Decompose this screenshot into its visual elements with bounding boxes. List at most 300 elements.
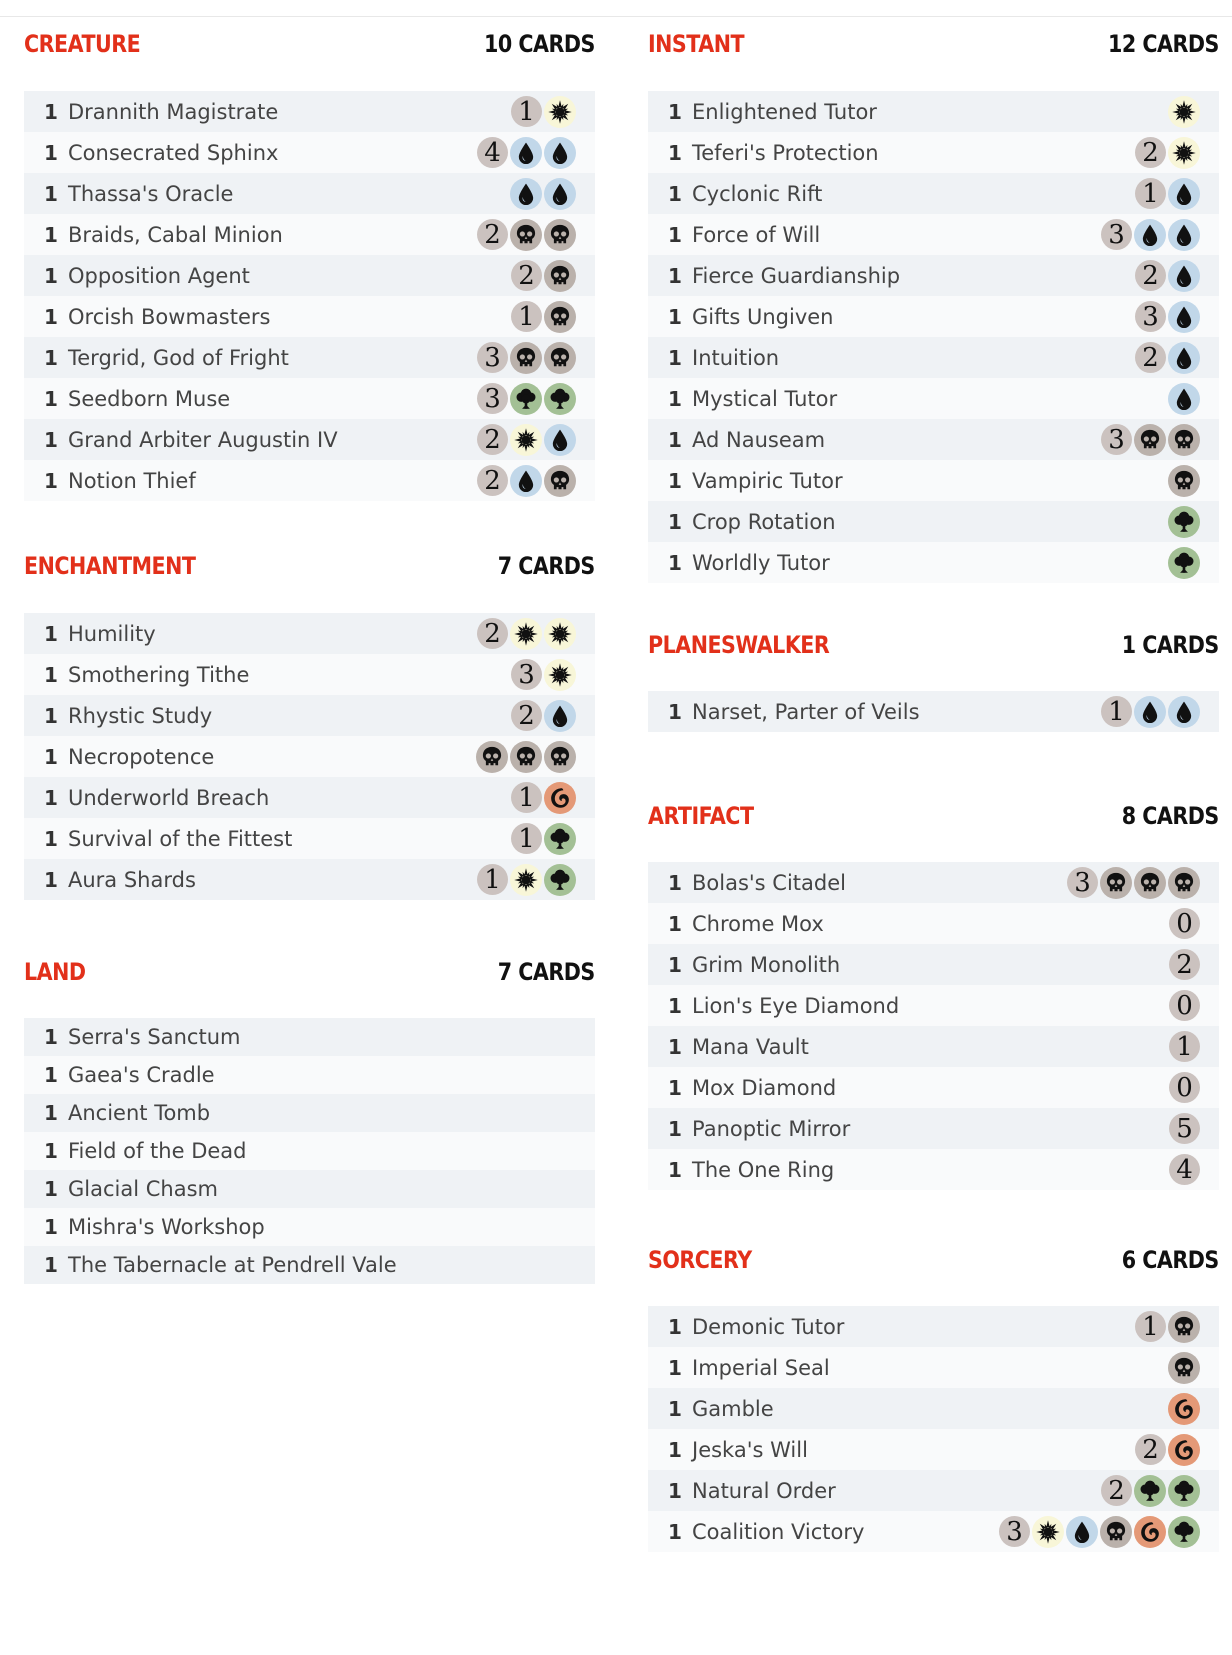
card-row[interactable] bbox=[24, 214, 595, 255]
mana-cost bbox=[1135, 1429, 1200, 1470]
card-row[interactable] bbox=[648, 1108, 1219, 1149]
card-name-link[interactable]: Bolas's Citadel bbox=[692, 870, 846, 895]
card-quantity: 1 bbox=[668, 1519, 682, 1544]
skull-icon bbox=[544, 219, 576, 251]
generic-mana-value: 1 bbox=[518, 96, 535, 127]
card-row[interactable] bbox=[24, 613, 595, 654]
generic-mana-symbol bbox=[1135, 1311, 1166, 1342]
card-name-link[interactable]: Imperial Seal bbox=[692, 1355, 830, 1380]
card-row[interactable] bbox=[24, 1094, 595, 1132]
generic-mana-value: 2 bbox=[1176, 949, 1193, 980]
card-name-link[interactable]: Force of Will bbox=[692, 222, 821, 247]
card-name-link[interactable]: Tergrid, God of Fright bbox=[68, 345, 289, 370]
card-name-link[interactable]: Braids, Cabal Minion bbox=[68, 222, 283, 247]
water-drop-icon bbox=[510, 465, 542, 497]
card-quantity: 1 bbox=[44, 785, 58, 810]
generic-mana-value: 0 bbox=[1176, 908, 1193, 939]
card-row[interactable] bbox=[24, 419, 595, 460]
skull-icon bbox=[544, 342, 576, 374]
generic-mana-value: 2 bbox=[484, 424, 501, 455]
card-name-link[interactable]: Mana Vault bbox=[692, 1034, 809, 1059]
card-quantity: 1 bbox=[44, 703, 58, 728]
mana-cost bbox=[477, 419, 576, 460]
mana-cost bbox=[1168, 501, 1200, 542]
card-name-link[interactable]: Cyclonic Rift bbox=[692, 181, 823, 206]
card-quantity: 1 bbox=[44, 140, 58, 165]
card-row[interactable] bbox=[24, 859, 595, 900]
card-row[interactable] bbox=[648, 1026, 1219, 1067]
card-quantity: 1 bbox=[668, 468, 682, 493]
card-quantity: 1 bbox=[44, 386, 58, 411]
card-row[interactable] bbox=[648, 132, 1219, 173]
generic-mana-value: 2 bbox=[484, 219, 501, 250]
card-name-link[interactable]: Survival of the Fittest bbox=[68, 826, 293, 851]
card-row[interactable] bbox=[24, 255, 595, 296]
card-row[interactable] bbox=[24, 1170, 595, 1208]
card-row[interactable] bbox=[24, 1056, 595, 1094]
card-row[interactable] bbox=[648, 1347, 1219, 1388]
generic-mana-value: 2 bbox=[1108, 1475, 1125, 1506]
card-quantity: 1 bbox=[44, 1025, 58, 1049]
card-row[interactable] bbox=[648, 255, 1219, 296]
card-name-link[interactable]: Natural Order bbox=[692, 1478, 836, 1503]
section-header bbox=[24, 522, 595, 582]
mana-cost bbox=[511, 296, 576, 337]
generic-mana-value: 3 bbox=[1006, 1516, 1023, 1547]
card-row[interactable] bbox=[648, 91, 1219, 132]
mana-cost bbox=[1168, 1347, 1200, 1388]
section-card-count: 6 CARDS bbox=[1122, 1246, 1219, 1274]
generic-mana-symbol bbox=[1101, 1475, 1132, 1506]
water-drop-icon bbox=[1066, 1516, 1098, 1548]
card-row[interactable] bbox=[24, 818, 595, 859]
water-drop-icon bbox=[1168, 219, 1200, 251]
generic-mana-symbol bbox=[1135, 178, 1166, 209]
card-quantity: 1 bbox=[668, 1075, 682, 1100]
generic-mana-symbol bbox=[511, 823, 542, 854]
water-drop-icon bbox=[1168, 301, 1200, 333]
mana-cost bbox=[1135, 132, 1200, 173]
skull-icon bbox=[1168, 1311, 1200, 1343]
card-row[interactable] bbox=[24, 1018, 595, 1056]
card-name-link[interactable]: The One Ring bbox=[692, 1157, 835, 1182]
card-name-link[interactable]: Rhystic Study bbox=[68, 703, 213, 728]
card-quantity: 1 bbox=[668, 345, 682, 370]
card-quantity: 1 bbox=[44, 468, 58, 493]
card-row[interactable] bbox=[648, 1149, 1219, 1190]
sun-icon bbox=[544, 96, 576, 128]
card-row[interactable] bbox=[24, 91, 595, 132]
card-name-link[interactable]: Narset, Parter of Veils bbox=[692, 699, 920, 724]
card-name-link[interactable]: Orcish Bowmasters bbox=[68, 304, 271, 329]
card-quantity: 1 bbox=[668, 304, 682, 329]
generic-mana-value: 3 bbox=[484, 342, 501, 373]
card-name-link[interactable]: Mishra's Workshop bbox=[68, 1215, 265, 1239]
card-name-link[interactable]: Lion's Eye Diamond bbox=[692, 993, 900, 1018]
mana-cost bbox=[511, 91, 576, 132]
generic-mana-symbol bbox=[1135, 137, 1166, 168]
generic-mana-value: 3 bbox=[1108, 424, 1125, 455]
card-name-link[interactable]: Consecrated Sphinx bbox=[68, 140, 279, 165]
water-drop-icon bbox=[1134, 219, 1166, 251]
mana-cost bbox=[476, 736, 576, 777]
card-quantity: 1 bbox=[668, 952, 682, 977]
generic-mana-symbol bbox=[477, 342, 508, 373]
generic-mana-value: 0 bbox=[1176, 1072, 1193, 1103]
skull-icon bbox=[510, 741, 542, 773]
water-drop-icon bbox=[544, 137, 576, 169]
section-title: PLANESWALKER bbox=[648, 631, 830, 659]
section-card-count: 7 CARDS bbox=[498, 552, 595, 580]
generic-mana-symbol bbox=[999, 1516, 1030, 1547]
generic-mana-symbol bbox=[1101, 219, 1132, 250]
card-quantity: 1 bbox=[668, 870, 682, 895]
card-quantity: 1 bbox=[44, 263, 58, 288]
fireball-icon bbox=[544, 782, 576, 814]
card-quantity: 1 bbox=[44, 181, 58, 206]
generic-mana-value: 4 bbox=[484, 137, 501, 168]
card-name-link[interactable]: Worldly Tutor bbox=[692, 550, 830, 575]
sun-icon bbox=[510, 864, 542, 896]
generic-mana-symbol bbox=[511, 96, 542, 127]
card-row[interactable] bbox=[648, 337, 1219, 378]
card-quantity: 1 bbox=[668, 1157, 682, 1182]
card-name-link[interactable]: Underworld Breach bbox=[68, 785, 270, 810]
card-quantity: 1 bbox=[44, 1253, 58, 1277]
card-name-link[interactable]: Mystical Tutor bbox=[692, 386, 838, 411]
card-quantity: 1 bbox=[668, 509, 682, 534]
card-row[interactable] bbox=[24, 173, 595, 214]
card-row[interactable] bbox=[648, 985, 1219, 1026]
card-name-link[interactable]: Grim Monolith bbox=[692, 952, 841, 977]
generic-mana-symbol bbox=[477, 383, 508, 414]
water-drop-icon bbox=[1168, 696, 1200, 728]
generic-mana-value: 2 bbox=[518, 700, 535, 731]
generic-mana-value: 5 bbox=[1176, 1113, 1193, 1144]
fireball-icon bbox=[1168, 1393, 1200, 1425]
card-name-link[interactable]: Notion Thief bbox=[68, 468, 196, 493]
card-quantity: 1 bbox=[44, 662, 58, 687]
card-name-link[interactable]: Field of the Dead bbox=[68, 1139, 247, 1163]
card-name-link[interactable]: Coalition Victory bbox=[692, 1519, 865, 1544]
mana-cost bbox=[477, 132, 576, 173]
water-drop-icon bbox=[510, 178, 542, 210]
card-row[interactable] bbox=[648, 1306, 1219, 1347]
generic-mana-symbol bbox=[1169, 949, 1200, 980]
card-quantity: 1 bbox=[668, 550, 682, 575]
card-name-link[interactable]: Humility bbox=[68, 621, 156, 646]
skull-icon bbox=[510, 219, 542, 251]
card-name-link[interactable]: Aura Shards bbox=[68, 867, 196, 892]
mana-cost bbox=[511, 255, 576, 296]
generic-mana-value: 0 bbox=[1176, 990, 1193, 1021]
card-quantity: 1 bbox=[44, 1101, 58, 1125]
mana-cost bbox=[1101, 419, 1200, 460]
mana-cost bbox=[1101, 214, 1200, 255]
generic-mana-value: 1 bbox=[518, 782, 535, 813]
card-row[interactable] bbox=[648, 460, 1219, 501]
mana-cost bbox=[999, 1511, 1200, 1552]
generic-mana-value: 2 bbox=[1142, 137, 1159, 168]
section-card-count: 1 CARDS bbox=[1122, 631, 1219, 659]
skull-icon bbox=[544, 301, 576, 333]
card-row[interactable] bbox=[24, 1246, 595, 1284]
card-name-link[interactable]: Serra's Sanctum bbox=[68, 1025, 241, 1049]
skull-icon bbox=[1168, 465, 1200, 497]
section-card-count: 10 CARDS bbox=[484, 30, 595, 58]
tree-icon bbox=[1168, 1516, 1200, 1548]
generic-mana-value: 2 bbox=[484, 465, 501, 496]
tree-icon bbox=[544, 383, 576, 415]
mana-cost bbox=[1135, 255, 1200, 296]
generic-mana-value: 2 bbox=[484, 618, 501, 649]
card-quantity: 1 bbox=[668, 911, 682, 936]
card-name-link[interactable]: Ancient Tomb bbox=[68, 1101, 211, 1125]
mana-cost bbox=[477, 859, 576, 900]
mana-cost bbox=[1135, 337, 1200, 378]
card-quantity: 1 bbox=[44, 99, 58, 124]
section-instant bbox=[648, 0, 1219, 575]
sun-icon bbox=[1168, 96, 1200, 128]
card-row[interactable] bbox=[24, 378, 595, 419]
card-list bbox=[24, 91, 595, 501]
mana-cost bbox=[1135, 1306, 1200, 1347]
card-quantity: 1 bbox=[44, 304, 58, 329]
card-row[interactable] bbox=[648, 378, 1219, 419]
generic-mana-symbol bbox=[1135, 260, 1166, 291]
mana-cost bbox=[1169, 1026, 1200, 1067]
mana-cost bbox=[511, 777, 576, 818]
skull-icon bbox=[1168, 867, 1200, 899]
mana-cost bbox=[511, 818, 576, 859]
card-row[interactable] bbox=[648, 501, 1219, 542]
card-row[interactable] bbox=[648, 296, 1219, 337]
generic-mana-symbol bbox=[1101, 424, 1132, 455]
section-header bbox=[24, 0, 595, 60]
section-header bbox=[648, 772, 1219, 832]
generic-mana-symbol bbox=[511, 260, 542, 291]
generic-mana-symbol bbox=[477, 424, 508, 455]
card-name-link[interactable]: Grand Arbiter Augustin IV bbox=[68, 427, 338, 452]
section-creature bbox=[24, 0, 595, 496]
card-quantity: 1 bbox=[668, 99, 682, 124]
card-name-link[interactable]: Smothering Tithe bbox=[68, 662, 250, 687]
fireball-icon bbox=[1134, 1516, 1166, 1548]
skull-icon bbox=[544, 741, 576, 773]
card-name-link[interactable]: Crop Rotation bbox=[692, 509, 836, 534]
card-row[interactable] bbox=[648, 944, 1219, 985]
mana-cost bbox=[1168, 378, 1200, 419]
card-name-link[interactable]: Seedborn Muse bbox=[68, 386, 231, 411]
card-quantity: 1 bbox=[668, 699, 682, 724]
generic-mana-symbol bbox=[477, 219, 508, 250]
card-row[interactable] bbox=[648, 542, 1219, 583]
sun-icon bbox=[510, 424, 542, 456]
card-row[interactable] bbox=[24, 736, 595, 777]
tree-icon bbox=[1168, 1475, 1200, 1507]
generic-mana-symbol bbox=[511, 301, 542, 332]
card-row[interactable] bbox=[648, 1067, 1219, 1108]
card-row[interactable] bbox=[24, 296, 595, 337]
generic-mana-symbol bbox=[1135, 342, 1166, 373]
card-quantity: 1 bbox=[44, 1177, 58, 1201]
card-name-link[interactable]: Fierce Guardianship bbox=[692, 263, 901, 288]
generic-mana-value: 3 bbox=[1074, 867, 1091, 898]
card-quantity: 1 bbox=[668, 140, 682, 165]
card-quantity: 1 bbox=[668, 1478, 682, 1503]
card-quantity: 1 bbox=[668, 427, 682, 452]
card-row[interactable] bbox=[648, 862, 1219, 903]
card-name-link[interactable]: Chrome Mox bbox=[692, 911, 824, 936]
section-land bbox=[24, 928, 595, 1277]
generic-mana-value: 1 bbox=[1176, 1031, 1193, 1062]
card-name-link[interactable]: Gamble bbox=[692, 1396, 774, 1421]
mana-cost bbox=[477, 460, 576, 501]
card-row[interactable] bbox=[24, 337, 595, 378]
card-name-link[interactable]: Intuition bbox=[692, 345, 780, 370]
generic-mana-symbol bbox=[511, 700, 542, 731]
card-quantity: 1 bbox=[668, 993, 682, 1018]
card-list bbox=[648, 862, 1219, 1190]
generic-mana-symbol bbox=[511, 782, 542, 813]
tree-icon bbox=[544, 823, 576, 855]
generic-mana-value: 1 bbox=[518, 301, 535, 332]
generic-mana-value: 4 bbox=[1176, 1154, 1193, 1185]
sun-icon bbox=[1032, 1516, 1064, 1548]
mana-cost bbox=[1168, 542, 1200, 583]
card-row[interactable] bbox=[648, 691, 1219, 732]
mana-cost bbox=[511, 695, 576, 736]
skull-icon bbox=[476, 741, 508, 773]
card-quantity: 1 bbox=[668, 1396, 682, 1421]
card-name-link[interactable]: Teferi's Protection bbox=[692, 140, 879, 165]
card-name-link[interactable]: Opposition Agent bbox=[68, 263, 250, 288]
skull-icon bbox=[1134, 424, 1166, 456]
card-row[interactable] bbox=[648, 1470, 1219, 1511]
card-quantity: 1 bbox=[668, 1355, 682, 1380]
card-row[interactable] bbox=[24, 460, 595, 501]
section-title: LAND bbox=[24, 958, 86, 986]
card-list bbox=[24, 1018, 595, 1284]
mana-cost bbox=[1135, 296, 1200, 337]
card-name-link[interactable]: Demonic Tutor bbox=[692, 1314, 845, 1339]
card-name-link[interactable]: Ad Nauseam bbox=[692, 427, 826, 452]
generic-mana-symbol bbox=[477, 465, 508, 496]
water-drop-icon bbox=[510, 137, 542, 169]
card-row[interactable] bbox=[24, 695, 595, 736]
mana-cost bbox=[511, 654, 576, 695]
section-title: ENCHANTMENT bbox=[24, 552, 196, 580]
card-name-link[interactable]: Drannith Magistrate bbox=[68, 99, 279, 124]
card-list bbox=[648, 691, 1219, 732]
card-row[interactable] bbox=[648, 1429, 1219, 1470]
generic-mana-symbol bbox=[477, 137, 508, 168]
card-row[interactable] bbox=[648, 1511, 1219, 1552]
skull-icon bbox=[1168, 1352, 1200, 1384]
card-name-link[interactable]: Gifts Ungiven bbox=[692, 304, 834, 329]
card-name-link[interactable]: Thassa's Oracle bbox=[68, 181, 234, 206]
mana-cost bbox=[1168, 460, 1200, 501]
section-planeswalker bbox=[648, 601, 1219, 727]
generic-mana-symbol bbox=[1135, 301, 1166, 332]
mana-cost bbox=[477, 613, 576, 654]
card-quantity: 1 bbox=[44, 867, 58, 892]
section-header bbox=[648, 1216, 1219, 1276]
generic-mana-value: 3 bbox=[1108, 219, 1125, 250]
card-name-link[interactable]: Enlightened Tutor bbox=[692, 99, 877, 124]
mana-cost bbox=[1168, 1388, 1200, 1429]
tree-icon bbox=[510, 383, 542, 415]
tree-icon bbox=[1134, 1475, 1166, 1507]
card-quantity: 1 bbox=[668, 263, 682, 288]
card-name-link[interactable]: Vampiric Tutor bbox=[692, 468, 843, 493]
generic-mana-symbol bbox=[511, 659, 542, 690]
card-row[interactable] bbox=[648, 214, 1219, 255]
mana-cost bbox=[1169, 985, 1200, 1026]
mana-cost bbox=[1169, 1108, 1200, 1149]
generic-mana-symbol bbox=[1169, 1072, 1200, 1103]
card-name-link[interactable]: Gaea's Cradle bbox=[68, 1063, 215, 1087]
card-name-link[interactable]: Mox Diamond bbox=[692, 1075, 837, 1100]
card-row[interactable] bbox=[24, 654, 595, 695]
water-drop-icon bbox=[1168, 342, 1200, 374]
card-quantity: 1 bbox=[44, 1139, 58, 1163]
generic-mana-value: 3 bbox=[518, 659, 535, 690]
card-name-link[interactable]: Necropotence bbox=[68, 744, 215, 769]
section-header bbox=[648, 601, 1219, 661]
card-name-link[interactable]: Jeska's Will bbox=[692, 1437, 808, 1462]
card-row[interactable] bbox=[24, 1208, 595, 1246]
water-drop-icon bbox=[1168, 383, 1200, 415]
card-row[interactable] bbox=[24, 1132, 595, 1170]
card-row[interactable] bbox=[648, 1388, 1219, 1429]
card-name-link[interactable]: Panoptic Mirror bbox=[692, 1116, 851, 1141]
generic-mana-symbol bbox=[1135, 1434, 1166, 1465]
card-row[interactable] bbox=[24, 132, 595, 173]
card-row[interactable] bbox=[24, 777, 595, 818]
card-row[interactable] bbox=[648, 903, 1219, 944]
section-header bbox=[24, 928, 595, 988]
card-name-link[interactable]: The Tabernacle at Pendrell Vale bbox=[68, 1253, 397, 1277]
card-quantity: 1 bbox=[668, 1437, 682, 1462]
card-quantity: 1 bbox=[44, 1063, 58, 1087]
section-header bbox=[648, 0, 1219, 60]
section-card-count: 7 CARDS bbox=[498, 958, 595, 986]
card-list bbox=[24, 613, 595, 900]
mana-cost bbox=[1101, 1470, 1200, 1511]
card-row[interactable] bbox=[648, 173, 1219, 214]
card-quantity: 1 bbox=[668, 386, 682, 411]
generic-mana-value: 2 bbox=[1142, 1434, 1159, 1465]
card-list bbox=[648, 91, 1219, 583]
mana-cost bbox=[1169, 944, 1200, 985]
generic-mana-value: 2 bbox=[518, 260, 535, 291]
sun-icon bbox=[544, 618, 576, 650]
generic-mana-value: 1 bbox=[1142, 178, 1159, 209]
card-quantity: 1 bbox=[44, 621, 58, 646]
generic-mana-value: 2 bbox=[1142, 342, 1159, 373]
card-row[interactable] bbox=[648, 419, 1219, 460]
sun-icon bbox=[1168, 137, 1200, 169]
skull-icon bbox=[1168, 424, 1200, 456]
tree-icon bbox=[544, 864, 576, 896]
water-drop-icon bbox=[1168, 178, 1200, 210]
card-name-link[interactable]: Glacial Chasm bbox=[68, 1177, 218, 1201]
generic-mana-value: 3 bbox=[1142, 301, 1159, 332]
generic-mana-value: 1 bbox=[1108, 696, 1125, 727]
card-quantity: 1 bbox=[44, 427, 58, 452]
mana-cost bbox=[510, 173, 576, 214]
